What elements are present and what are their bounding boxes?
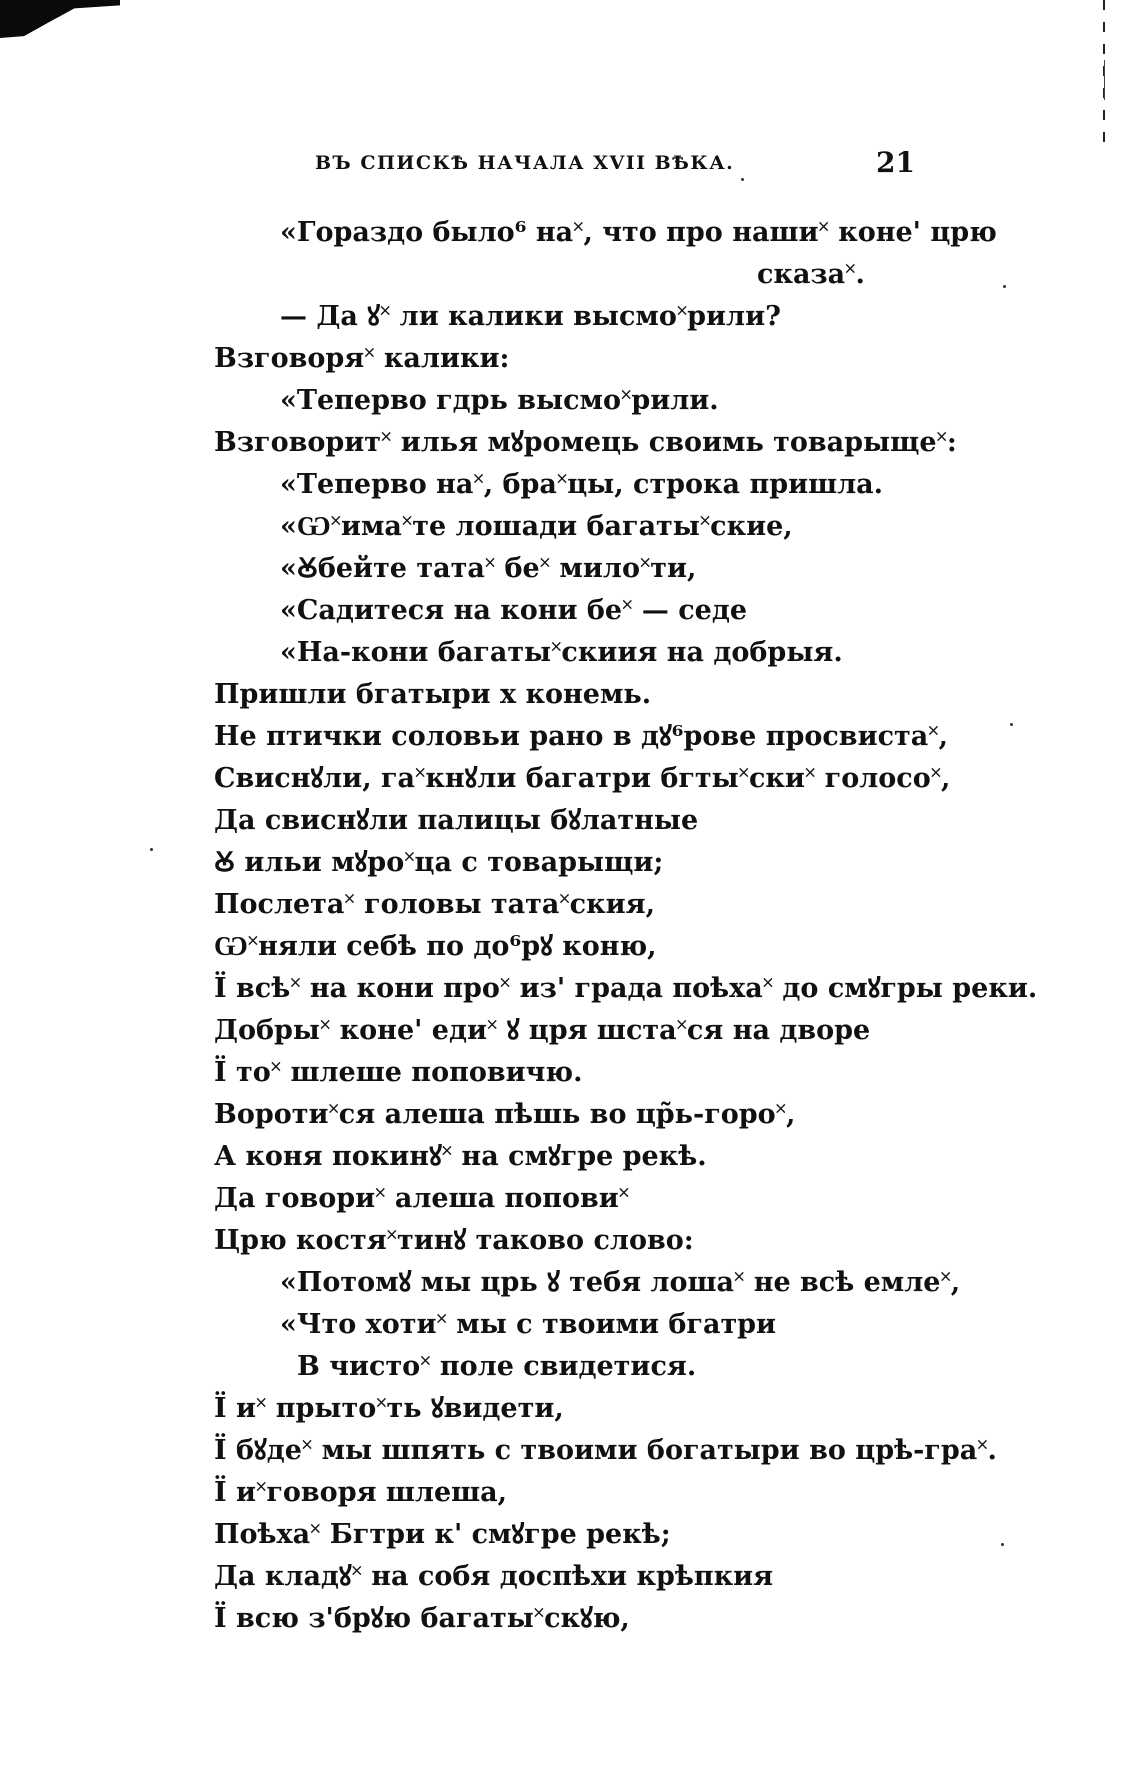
text-line: «Ѡ˟имa˟те лошади багаты˟скиe, [280, 511, 793, 542]
text-line: Ї бꙋде˟ мы шпять с твоими богатыри во црѣ-гра˟. [214, 1435, 997, 1466]
text-line: Ї всѣ˟ на кони про˟ из' града поѣха˟ до смꙋгры реки. [214, 973, 1038, 1004]
text-line: Послета˟ головы тата˟ския, [214, 889, 655, 920]
text-line: «Теперво на˟, бра˟цы, строка пришла. [280, 469, 884, 500]
scan-edge-mark [1104, 60, 1105, 100]
text-line: Ї и˟ прытo˟ть ꙋвидети, [214, 1393, 564, 1424]
text-line: сказа˟. [757, 259, 865, 290]
text-line: Свиснꙋли, га˟кнꙋли багатри бгты˟ски˟ голосо˟, [214, 763, 951, 794]
text-line: Ї всю з'брꙋю багаты˟скꙋю, [214, 1603, 630, 1634]
page-number: 21 [876, 146, 915, 179]
text-line: Ї и˟говоря шлеша, [214, 1477, 508, 1508]
text-line: «Ꙋбейте тата˟ бе˟ милo˟ти, [280, 553, 697, 584]
text-line: А коня покинꙋ˟ на смꙋгре рекѣ. [214, 1141, 707, 1172]
text-line: Поѣха˟ Бгтри к' смꙋгре рекѣ; [214, 1519, 671, 1550]
text-line: Ꙋ ильи мꙋро˟ца с товарыщи; [214, 847, 664, 878]
text-line: «Садитеся на кони бе˟ — седе [280, 595, 748, 626]
text-line: Црю костя˟тинꙋ таково слово: [214, 1225, 694, 1256]
scan-speck [741, 178, 744, 181]
text-line: «На-кони багаты˟скиия на добрыя. [280, 637, 843, 668]
text-line: В чисто˟ поле свидетися. [297, 1351, 697, 1382]
text-line: Да кладꙋ˟ на собя доспѣхи крѣпкия [214, 1561, 774, 1592]
text-line: Взговорит˟ илья мꙋромець своимь товарыще˟: [214, 427, 957, 458]
text-line: Вороти˟ся алеша пѣшь во цр̃ь-горо˟, [214, 1099, 796, 1130]
text-line: Да говори˟ алеша попови˟ [214, 1183, 630, 1214]
text-line: «Что хоти˟ мы с твоими бгатри [280, 1309, 777, 1340]
text-line: Добры˟ коне' еди˟ ꙋ цря шста˟ся на дворе [214, 1015, 871, 1046]
scan-speck [1010, 723, 1013, 726]
scan-corner-artifact [0, 0, 120, 38]
text-line: «Потомꙋ мы црь ꙋ тебя лоша˟ не всѣ емле˟, [280, 1267, 961, 1298]
text-line: «Гораздо было⁶ на˟, что про наши˟ коне' црю [280, 217, 997, 248]
scan-speck [1003, 285, 1006, 288]
text-line: «Теперво гдрь высмо˟рили. [280, 385, 719, 416]
text-line: Да свиснꙋли палицы бꙋлатные [214, 805, 699, 836]
text-line: Ѡ˟няли себѣ по до⁶рꙋ коню, [214, 931, 657, 962]
text-line: — Да ꙋ˟ ли калики высмо˟рили? [280, 301, 781, 332]
text-line: Ї то˟ шлеше поповичю. [214, 1057, 583, 1088]
text-line: Не птички соловьи рано в дꙋ⁶рове просвиста˟, [214, 721, 948, 752]
text-line: Взговоря˟ калики: [214, 343, 510, 374]
scan-speck [1001, 1543, 1004, 1546]
text-line: Пришли бгатыри х конемь. [214, 679, 652, 710]
scan-speck [150, 848, 153, 851]
running-head: ВЪ СПИСКѢ НАЧАЛА XVII ВѢКА. [315, 152, 735, 174]
